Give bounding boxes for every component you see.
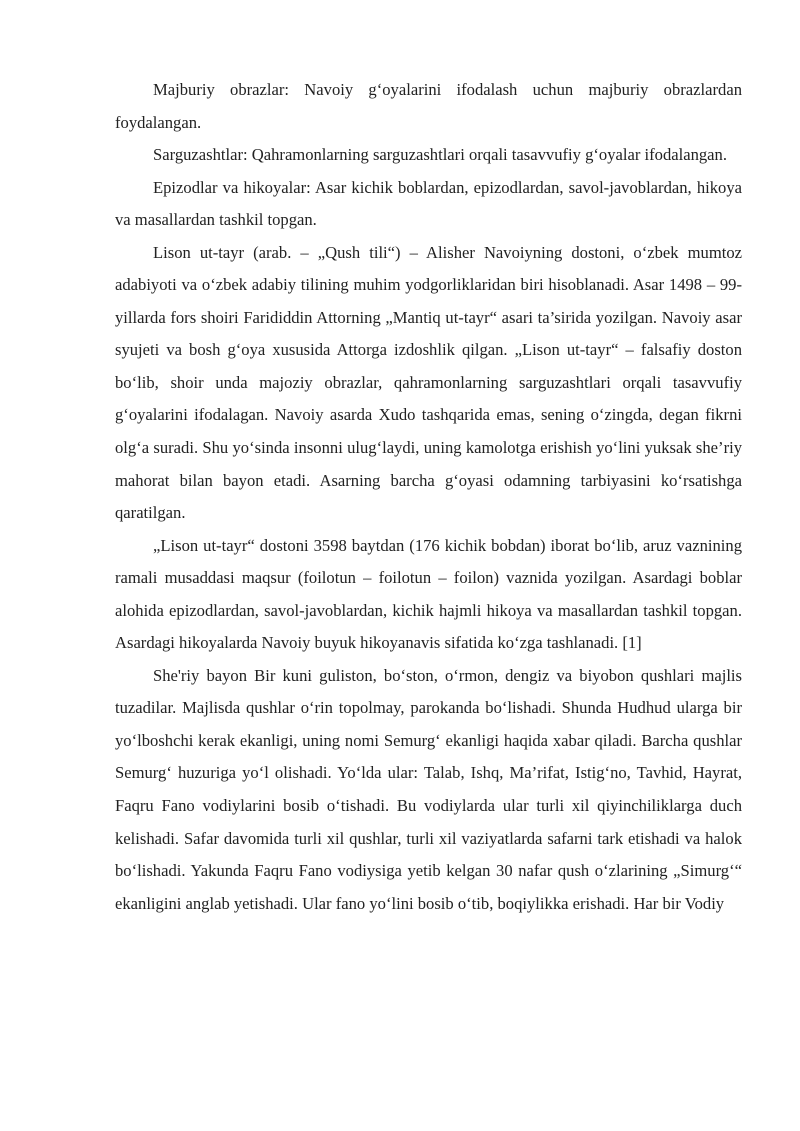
paragraph-sarguzashtlar: Sarguzashtlar: Qahramonlarning sarguzashtlari orqali tasavvufiy g‘oyalar ifodalangan. [153, 145, 727, 165]
paragraph-epizodlar: Epizodlar va hikoyalar: Asar kichik boblardan, epizodlardan, savol-javoblardan, hikoya va masallardan tashkil topgan. [115, 177, 742, 230]
document-body [115, 74, 742, 920]
paragraph-majburiy-obrazlar: Majburiy obrazlar: Navoiy g‘oyalarini ifodalash uchun majburiy obrazlardan foydalangan. [115, 80, 742, 132]
paragraph-doston-tuzilishi: „Lison ut-tayr“ dostoni 3598 baytdan (176 kichik bobdan) iborat bo‘lib, aruz vaznining ramali musaddasi maqsur (foilotun – foilotun – foilon) vaznida yozilgan. Asardagi boblar alohida epizodlardan, savol-javoblardan, kichik hajmli hikoya va masallardan tashkil topgan. Asardagi hikoyalarda Navoiy buyuk hikoyanavis sifatida ko‘zga tashlanadi. [1] [115, 535, 742, 653]
paragraph-sheriy-bayon: She'riy bayon Bir kuni guliston, bo‘ston, o‘rmon, dengiz va biyobon qushlari majlis tuzadilar. Majlisda qushlar o‘rin topolmay, parokanda bo‘lishadi. Shunda Hudhud ularga bir yo‘lboshchi kerak ekanligi, uning nomi Semurg‘ ekanligi haqida xabar qiladi. Barcha qushlar Semurg‘ huzuriga yo‘l olishadi. Yo‘lda ular: Talab, Ishq, Ma’rifat, Istig‘no, Tavhid, Hayrat, Faqru Fano vodiylarini bosib o‘tishadi. Bu vodiylarda ular turli xil qiyinchiliklarga duch kelishadi. Safar davomida turli xil qushlar, turli xil vaziyatlarda safarni tark etishadi va halok bo‘lishadi. Yakunda Faqru Fano vodiysiga yetib kelgan 30 nafar qush o‘zlarining „Simurg‘“ ekanligini anglab yetishadi. Ular fano yo‘lini bosib o‘tib, boqiylikka erishadi. Har bir Vodiy [115, 665, 742, 913]
paragraph-lison-ut-tayr: Lison ut-tayr (arab. – „Qush tili“) – Alisher Navoiyning dostoni, o‘zbek mumtoz adabiyoti va o‘zbek adabiy tilining muhim yodgorliklaridan biri hisoblanadi. Asar 1498 – 99-yillarda fors shoiri Farididdin Attorning „Mantiq ut-tayr“ asari ta’sirida yozilgan. Navoiy asar syujeti va bosh g‘oya xususida Attorga izdoshlik qilgan. „Lison ut-tayr“ – falsafiy doston bo‘lib, shoir unda majoziy obrazlar, qahramonlarning sarguzashtlari orqali tasavvufiy g‘oyalarini ifodalagan. Navoiy asarda Xudo tashqarida emas, sening o‘zingda, degan fikrni olg‘a suradi. Shu yo‘sinda insonni ulug‘laydi, uning kamolotga erishish yo‘lini yuksak she’riy mahorat bilan bayon etadi. Asarning barcha g‘oyasi odamning tarbiyasini ko‘rsatishga qaratilgan. [115, 242, 742, 523]
